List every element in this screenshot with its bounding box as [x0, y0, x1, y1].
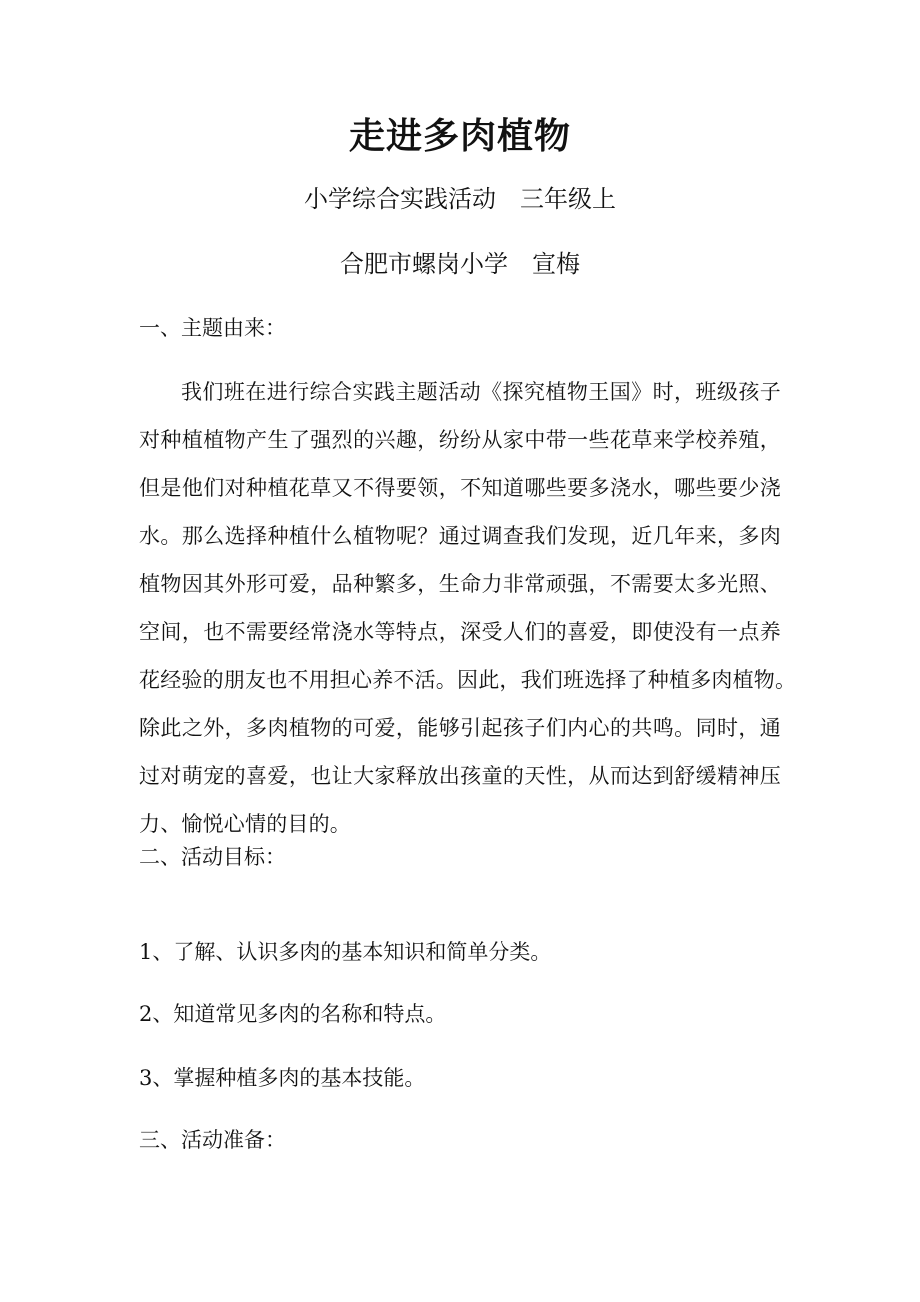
document-subtitle: 小学综合实践活动 三年级上 — [304, 185, 616, 213]
section-heading-theme-origin: 一、主题由来： — [139, 316, 286, 340]
document-title: 走进多肉植物 — [348, 115, 571, 157]
paragraph-line: 植物因其外形可爱，品种繁多，生命力非常顽强，不需要太多光照、 — [139, 572, 781, 596]
goal-item: 1、了解、认识多肉的基本知识和简单分类。 — [139, 940, 552, 964]
paragraph-line: 除此之外，多肉植物的可爱，能够引起孩子们内心的共鸣。同时，通 — [139, 716, 781, 740]
paragraph-line: 过对萌宠的喜爱，也让大家释放出孩童的天性，从而达到舒缓精神压 — [139, 764, 781, 788]
paragraph-line: 水。那么选择种植什么植物呢？通过调查我们发现，近几年来，多肉 — [139, 524, 781, 548]
paragraph-line: 但是他们对种植花草又不得要领，不知道哪些要多浇水，哪些要少浇 — [139, 476, 781, 500]
goal-item: 2、知道常见多肉的名称和特点。 — [139, 1002, 447, 1026]
paragraph-line: 我们班在进行综合实践主题活动《探究植物王国》时，班级孩子 — [181, 380, 781, 404]
paragraph-line: 力、愉悦心情的目的。 — [139, 812, 351, 836]
goal-item: 3、掌握种植多肉的基本技能。 — [139, 1066, 426, 1090]
section-heading-activity-goals: 二、活动目标： — [139, 845, 286, 869]
section-heading-activity-preparation: 三、活动准备： — [139, 1128, 286, 1152]
paragraph-line: 空间，也不需要经常浇水等特点，深受人们的喜爱，即使没有一点养 — [139, 620, 781, 644]
paragraph-line: 花经验的朋友也不用担心养不活。因此，我们班选择了种植多肉植物。 — [139, 668, 797, 692]
paragraph-line: 对种植植物产生了强烈的兴趣，纷纷从家中带一些花草来学校养殖， — [139, 428, 781, 452]
document-author: 合肥市螺岗小学 宣梅 — [340, 250, 580, 278]
